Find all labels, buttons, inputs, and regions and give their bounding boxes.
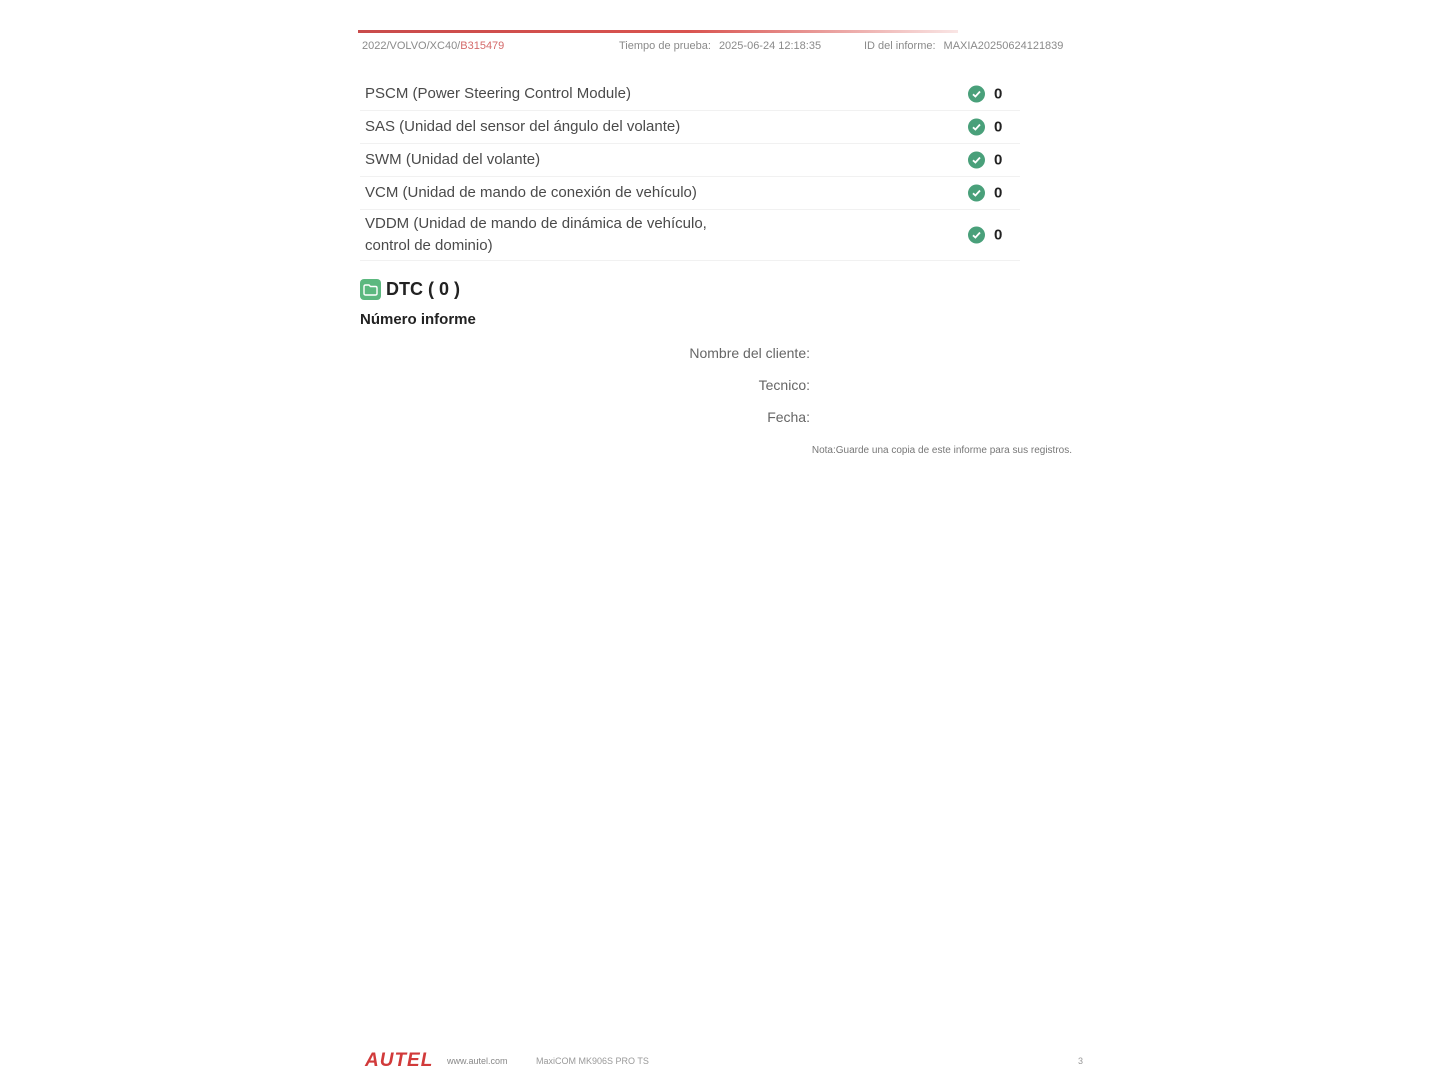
- module-name: SAS (Unidad del sensor del ángulo del volante): [365, 118, 681, 135]
- dtc-section-title: DTC ( 0 ): [386, 279, 460, 299]
- test-time: Tiempo de prueba: 2025-06-24 12:18:35: [619, 40, 822, 52]
- dtc-count: 0: [994, 151, 1003, 169]
- module-row-sas: [360, 111, 1020, 144]
- website-link: www.autel.com: [447, 1056, 508, 1066]
- check-circle-icon: [968, 86, 985, 103]
- module-status: [968, 86, 1002, 103]
- date-label: Fecha:: [767, 409, 810, 425]
- dtc-section-header: [360, 279, 460, 300]
- vin: B315479: [460, 40, 505, 52]
- module-status: [968, 227, 1002, 244]
- module-name: VDDM (Unidad de mando de dinámica de vehículo, control de dominio): [365, 215, 707, 254]
- module-status: [968, 152, 1002, 169]
- report-number-title: Número informe: [360, 311, 476, 328]
- folder-icon: [360, 279, 381, 300]
- check-circle-icon: [968, 119, 985, 136]
- dtc-count: 0: [994, 85, 1003, 103]
- customer-name-label: Nombre del cliente:: [689, 345, 810, 361]
- page-footer: [365, 1050, 1083, 1074]
- check-circle-icon: [968, 185, 985, 202]
- module-row-vddm: [360, 210, 1020, 261]
- device-model: MaxiCOM MK906S PRO TS: [536, 1056, 649, 1066]
- vehicle-info: 2022/VOLVO/XC40/B315479: [362, 40, 505, 52]
- module-row-pscm: [360, 78, 1020, 111]
- module-row-vcm: [360, 177, 1020, 210]
- module-name: SWM (Unidad del volante): [365, 151, 541, 168]
- header-accent-rule: [358, 30, 958, 33]
- dtc-count: 0: [994, 118, 1003, 136]
- save-copy-note: Nota:Guarde una copia de este informe para sus registros.: [811, 445, 1072, 456]
- module-name: VCM (Unidad de mando de conexión de vehículo): [365, 184, 697, 201]
- report-header: [362, 40, 1074, 56]
- module-list: [360, 78, 1020, 261]
- report-id: ID del informe: MAXIA20250624121839: [864, 40, 1064, 52]
- dtc-count: 0: [994, 184, 1003, 202]
- check-circle-icon: [968, 227, 985, 244]
- technician-label: Tecnico:: [758, 377, 810, 393]
- page-number: 3: [1077, 1056, 1083, 1066]
- module-name: PSCM (Power Steering Control Module): [365, 85, 631, 102]
- check-circle-icon: [968, 152, 985, 169]
- module-status: [968, 119, 1002, 136]
- dtc-count: 0: [994, 226, 1003, 244]
- module-status: [968, 185, 1002, 202]
- module-row-swm: [360, 144, 1020, 177]
- autel-logo: AUTEL: [365, 1050, 434, 1071]
